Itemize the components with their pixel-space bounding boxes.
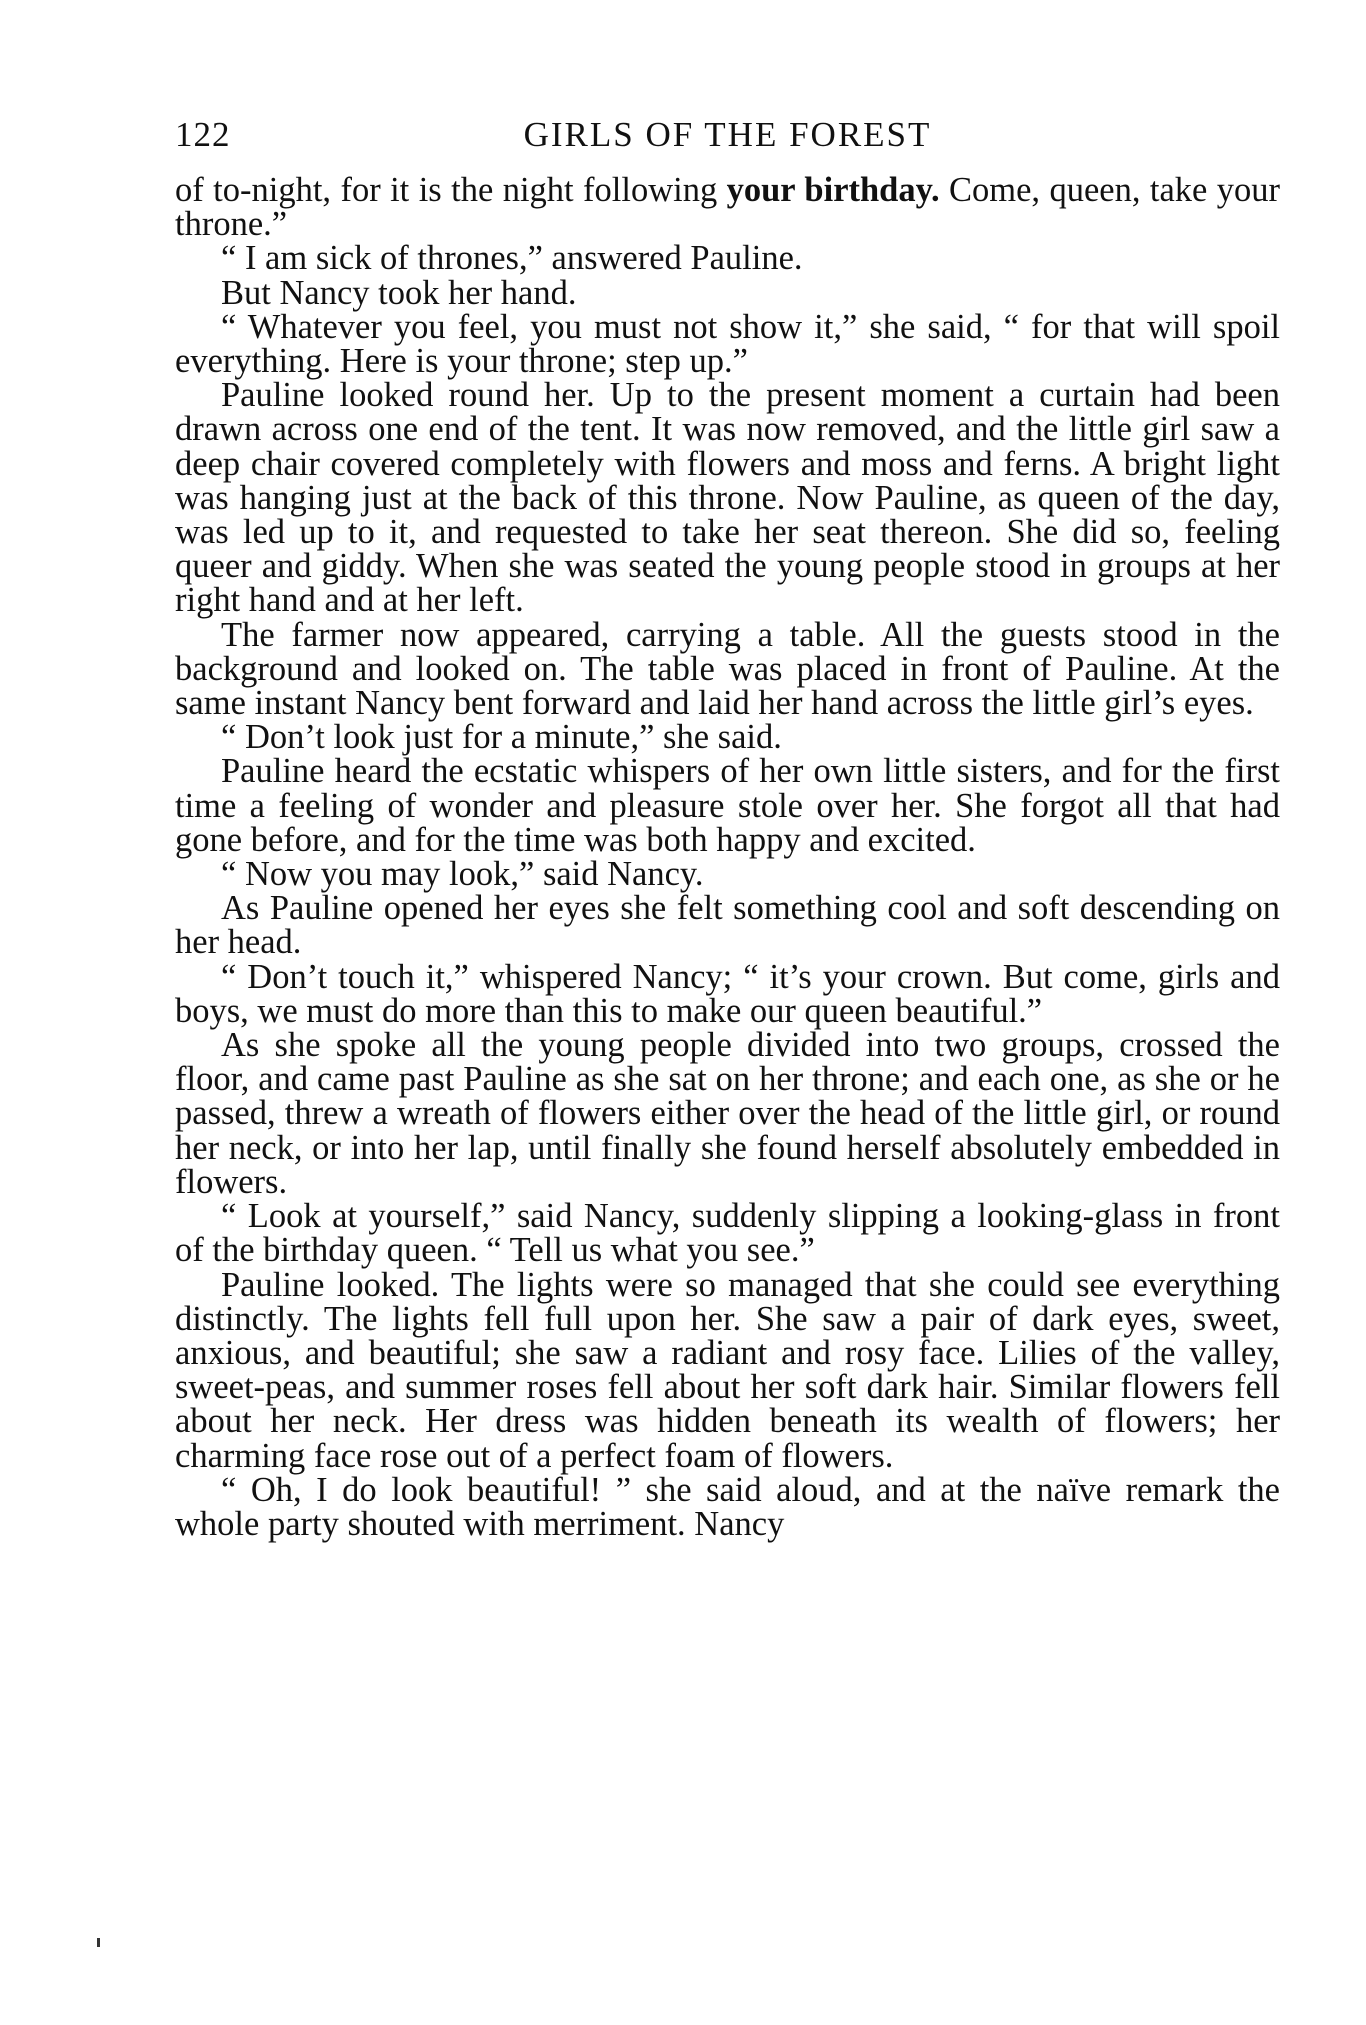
paragraph: But Nancy took her hand. xyxy=(221,273,577,312)
paragraph: Pauline looked round her. Up to the present moment a curtain had been drawn across one end of the tent. It was now removed, and the little girl saw a deep chair covered completely with flowers and moss and ferns. A bright light was hanging just at the back of this throne. Now Pauline, as queen of the day, was led up to it, and requested to take her seat thereon. She did so, feeling queer and giddy. When she was seated the young people stood in groups at her right hand and at her left. xyxy=(175,376,1280,620)
book-page xyxy=(175,115,1280,1541)
paragraph: “ Look at yourself,” said Nancy, suddenly slipping a looking-glass in front of the birthday queen. “ Tell us what you see.” xyxy=(175,1197,1280,1270)
paragraph: Pauline heard the ecstatic whispers of her own little sisters, and for the first time a feeling of wonder and pleasure stole over her. She forgot all that had gone before, and for the time was both happy and excited. xyxy=(175,752,1280,859)
paragraph: “ Whatever you feel, you must not show it,” she said, “ for that will spoil everything. Here is your throne; step up.” xyxy=(175,307,1280,381)
body-text xyxy=(175,173,1280,1541)
paragraph xyxy=(175,171,1281,244)
paragraph: “ Now you may look,” said Nancy. xyxy=(221,855,704,894)
paragraph-text: of to-night, for it is the night following xyxy=(175,171,727,209)
print-speck xyxy=(97,1938,100,1947)
paragraph-text: Come, queen, take your throne.” xyxy=(175,171,1281,244)
paragraph: “ Oh, I do look beautiful! ” she said aloud, and at the naïve remark the whole party shouted with merriment. Nancy xyxy=(175,1470,1280,1543)
paragraph: As she spoke all the young people divided into two groups, crossed the floor, and came past Pauline as she sat on her throne; and each one, as she or he passed, threw a wreath of flowers either over the head of the little girl, or round her neck, or into her lap, until finally she found herself absolutely embedded in flowers. xyxy=(175,1026,1280,1201)
paragraph: “ Don’t look just for a minute,” she said. xyxy=(221,718,782,757)
paragraph: The farmer now appeared, carrying a table. All the guests stood in the background and looked on. The table was placed in front of Pauline. At the same instant Nancy bent forward and laid her hand across the little girl’s eyes. xyxy=(175,615,1280,723)
emphasized-text: your birthday. xyxy=(726,171,940,209)
running-title: GIRLS OF THE FOREST xyxy=(523,115,932,154)
paragraph: Pauline looked. The lights were so managed that she could see everything distinctly. The lights fell full upon her. She saw a pair of dark eyes, sweet, anxious, and beautiful; she saw a radiant and rosy face. Lilies of the valley, sweet-peas, and summer roses fell about her soft dark hair. Similar flowers fell about her neck. Her dress was hidden beneath its wealth of flowers; her charming face rose out of a perfect foam of flowers. xyxy=(175,1265,1280,1475)
paragraph: “ Don’t touch it,” whispered Nancy; “ it’s your crown. But come, girls and boys, we must do more than this to make our queen beautiful.” xyxy=(175,957,1280,1030)
paragraph: “ I am sick of thrones,” answered Pauline. xyxy=(221,239,803,278)
running-header xyxy=(175,115,1280,165)
page-number: 122 xyxy=(175,115,231,154)
paragraph: As Pauline opened her eyes she felt something cool and soft descending on her head. xyxy=(175,889,1280,962)
